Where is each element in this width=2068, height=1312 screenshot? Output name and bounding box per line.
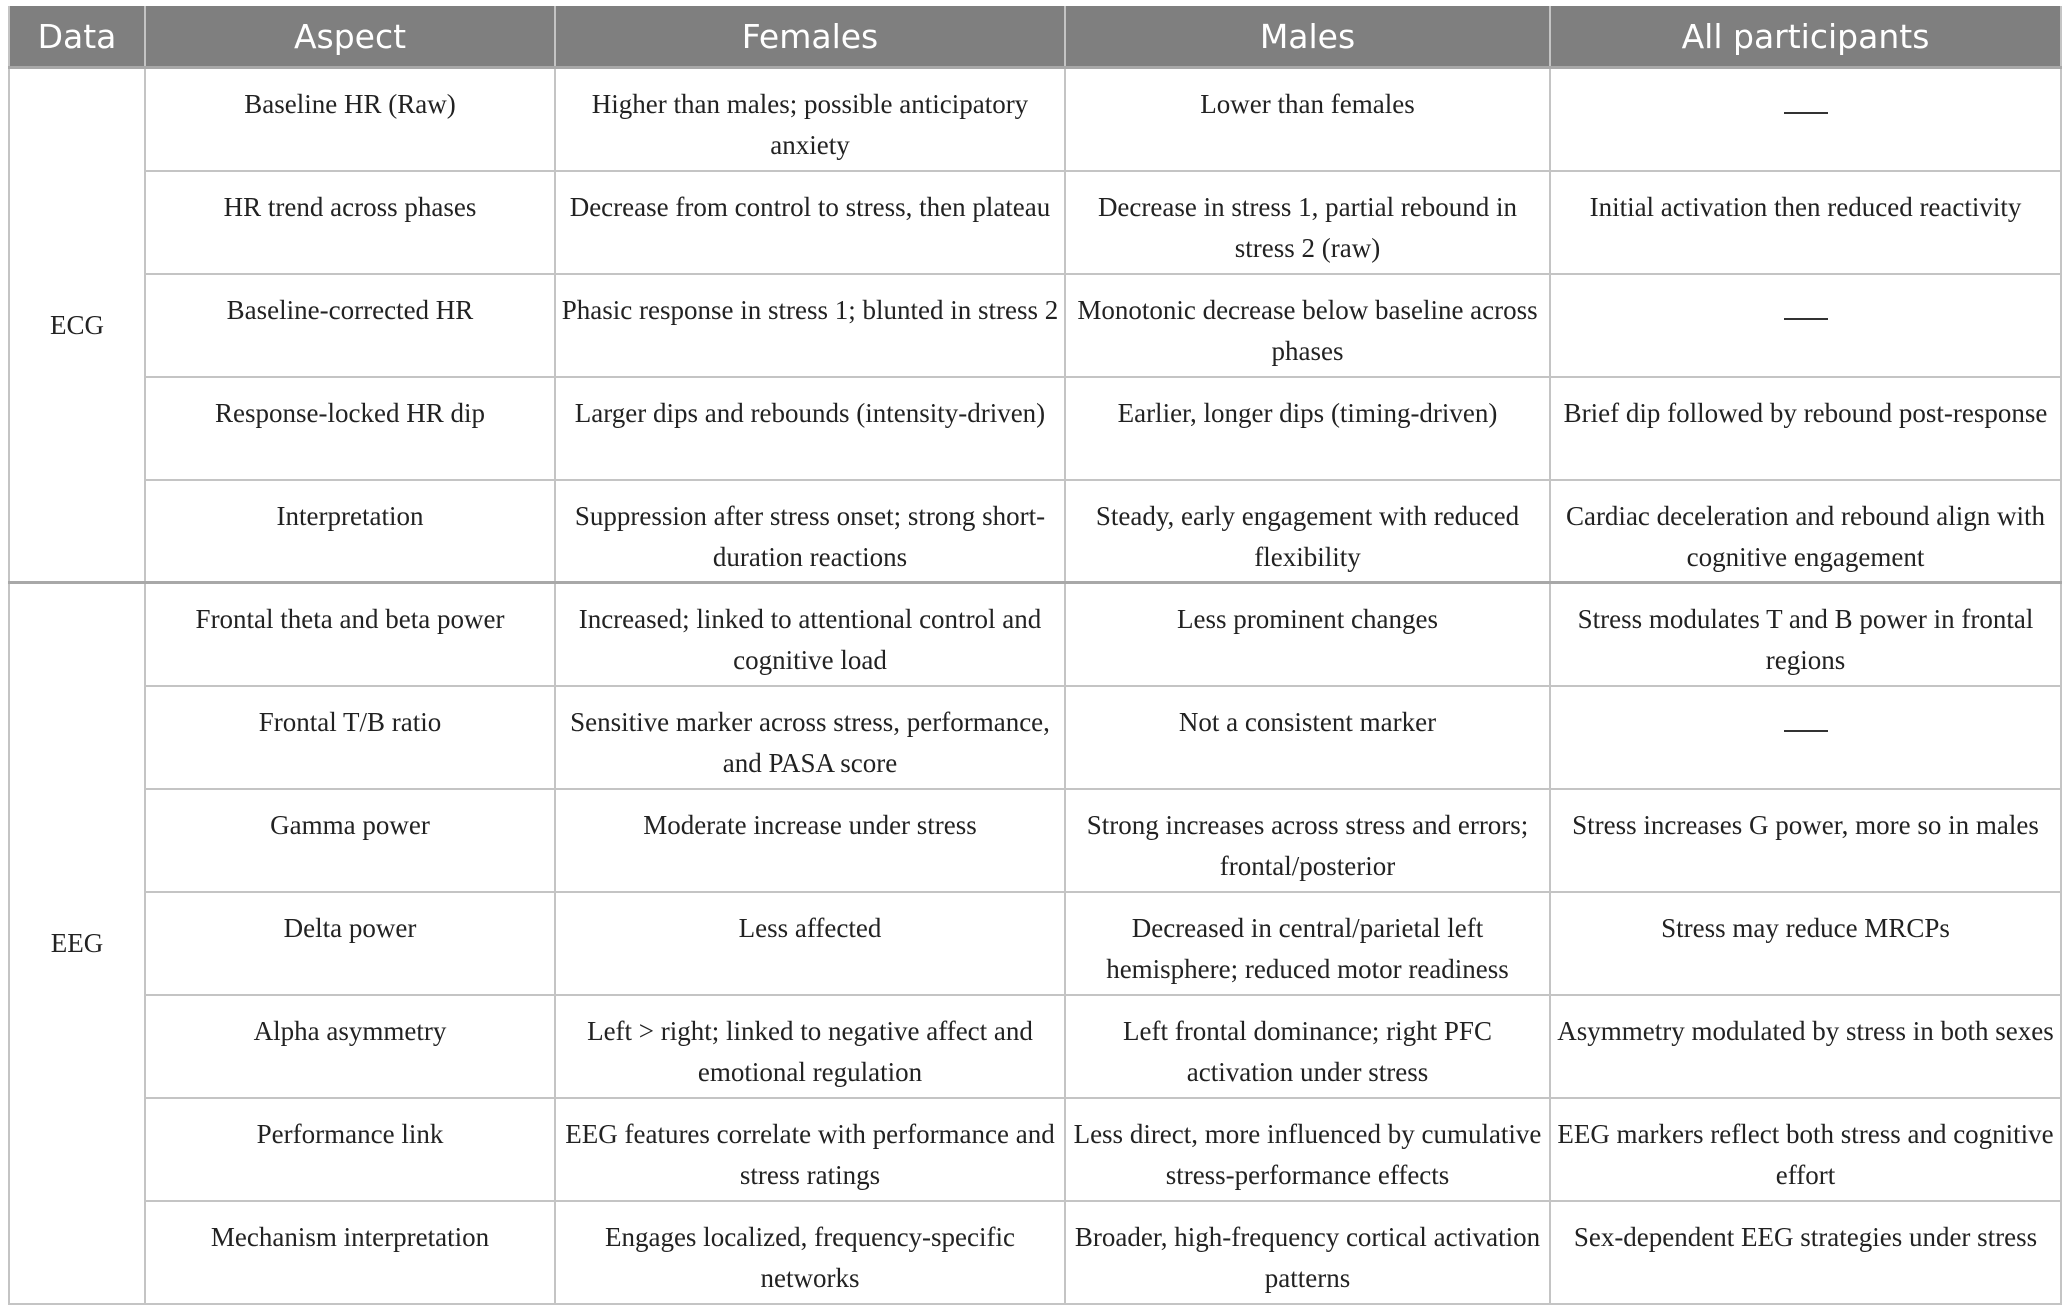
cell-males: Monotonic decrease below baseline across phases [1065,274,1550,377]
cell-females: Sensitive marker across stress, performance, and PASA score [555,686,1065,789]
table-row [9,68,2061,171]
cell-all: Asymmetry modulated by stress in both sexes [1550,995,2061,1098]
cell-females: Left > right; linked to negative affect and emotional regulation [555,995,1065,1098]
cell-aspect: Frontal theta and beta power [145,583,555,686]
table-row [9,583,2061,686]
cell-females: Phasic response in stress 1; blunted in stress 2 [555,274,1065,377]
cell-females: Higher than males; possible anticipatory anxiety [555,68,1065,171]
cell-females: Suppression after stress onset; strong short-duration reactions [555,480,1065,583]
cell-all [1550,68,2061,171]
cell-all [1550,274,2061,377]
cell-all [1550,686,2061,789]
table-row [9,274,2061,377]
cell-aspect: HR trend across phases [145,171,555,274]
header-row [9,6,2061,68]
cell-males: Decreased in central/parietal left hemisphere; reduced motor readiness [1065,892,1550,995]
header-aspect: Aspect [145,6,555,68]
header-females: Females [555,6,1065,68]
cell-aspect: Alpha asymmetry [145,995,555,1098]
cell-females: Decrease from control to stress, then plateau [555,171,1065,274]
cell-aspect: Frontal T/B ratio [145,686,555,789]
empty-dash [1784,730,1828,732]
empty-dash [1784,318,1828,320]
cell-aspect: Interpretation [145,480,555,583]
cell-females: EEG features correlate with performance and stress ratings [555,1098,1065,1201]
cell-males: Steady, early engagement with reduced flexibility [1065,480,1550,583]
cell-males: Less prominent changes [1065,583,1550,686]
table-container [8,6,2060,1305]
table-row [9,1201,2061,1304]
cell-females: Increased; linked to attentional control and cognitive load [555,583,1065,686]
cell-females: Moderate increase under stress [555,789,1065,892]
cell-aspect: Delta power [145,892,555,995]
cell-males: Less direct, more influenced by cumulative stress-performance effects [1065,1098,1550,1201]
cell-all: Stress increases G power, more so in males [1550,789,2061,892]
header-males: Males [1065,6,1550,68]
cell-females: Larger dips and rebounds (intensity-driven) [555,377,1065,480]
table-row [9,995,2061,1098]
cell-all: Brief dip followed by rebound post-response [1550,377,2061,480]
cell-aspect: Baseline HR (Raw) [145,68,555,171]
table-row [9,480,2061,583]
cell-males: Broader, high-frequency cortical activation patterns [1065,1201,1550,1304]
table-row [9,377,2061,480]
cell-males: Decrease in stress 1, partial rebound in stress 2 (raw) [1065,171,1550,274]
header-data: Data [9,6,145,68]
cell-aspect: Response-locked HR dip [145,377,555,480]
comparison-table [8,6,2062,1305]
table-row [9,686,2061,789]
table-row [9,171,2061,274]
header-all-participants: All participants [1550,6,2061,68]
table-row [9,1098,2061,1201]
cell-aspect: Performance link [145,1098,555,1201]
cell-all: Stress modulates T and B power in frontal regions [1550,583,2061,686]
cell-females: Less affected [555,892,1065,995]
cell-males: Lower than females [1065,68,1550,171]
data-group-cell: EEG [9,583,145,1304]
cell-males: Left frontal dominance; right PFC activation under stress [1065,995,1550,1098]
cell-all: Cardiac deceleration and rebound align with cognitive engagement [1550,480,2061,583]
table-body [9,68,2061,1304]
cell-males: Not a consistent marker [1065,686,1550,789]
table-row [9,789,2061,892]
cell-females: Engages localized, frequency-specific networks [555,1201,1065,1304]
table-row [9,892,2061,995]
cell-all: Initial activation then reduced reactivity [1550,171,2061,274]
table-header [9,6,2061,68]
cell-all: Stress may reduce MRCPs [1550,892,2061,995]
cell-aspect: Mechanism interpretation [145,1201,555,1304]
cell-all: Sex-dependent EEG strategies under stress [1550,1201,2061,1304]
empty-dash [1784,112,1828,114]
data-group-cell: ECG [9,68,145,583]
cell-aspect: Baseline-corrected HR [145,274,555,377]
cell-aspect: Gamma power [145,789,555,892]
cell-males: Earlier, longer dips (timing-driven) [1065,377,1550,480]
cell-all: EEG markers reflect both stress and cognitive effort [1550,1098,2061,1201]
cell-males: Strong increases across stress and errors; frontal/posterior [1065,789,1550,892]
